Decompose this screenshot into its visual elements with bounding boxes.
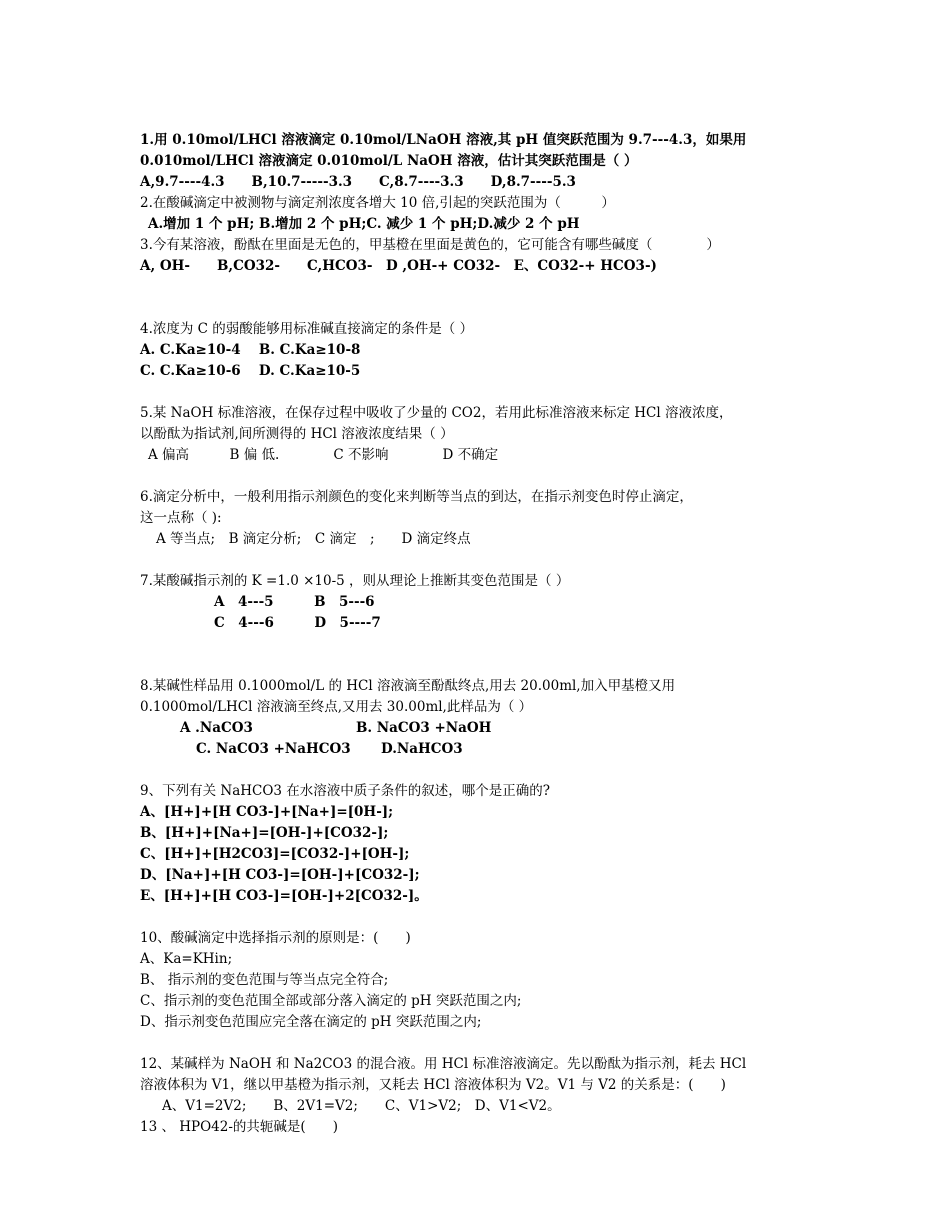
q13-line1: 13 、 HPO42-的共轭碱是( ) (140, 1119, 338, 1135)
q10-line1: 10、酸碱滴定中选择指示剂的原则是：( ) (140, 930, 411, 946)
q7-options-cd: C 4---6 D 5----7 (214, 615, 381, 631)
spacer (140, 382, 820, 403)
q3-line1: 3.今有某溶液，酚酞在里面是无色的，甲基橙在里面是黄色的，它可能含有哪些碱度（ ） (140, 237, 720, 253)
q10-option-a: A、Ka=KHin; (140, 951, 233, 967)
q9-option-a: A、[H+]+[H CO3-]+[Na+]=[0H-]; (140, 804, 394, 820)
spacer (140, 760, 820, 781)
q6-line1: 6.滴定分析中，一般利用指示剂颜色的变化来判断等当点的到达，在指示剂变色时停止滴定， (140, 489, 693, 505)
spacer (140, 907, 820, 928)
q8-line2: 0.1000mol/LHCl 溶液滴至终点,又用去 30.00ml,此样品为（ ） (140, 699, 533, 715)
q5-options: A 偏高 B 偏 低. C 不影响 D 不确定 (148, 447, 499, 463)
q12-line2: 溶液体积为 V1，继以甲基橙为指示剂，又耗去 HCl 溶液体积为 V2。V1 与 V2 的关系是：( ) (140, 1077, 726, 1093)
q8-option-a: A .NaCO3 (180, 720, 253, 736)
document-page (140, 130, 820, 1138)
q2-line1: 2.在酸碱滴定中被测物与滴定剂浓度各增大 10 倍,引起的突跃范围为（ ） (140, 195, 615, 211)
q9-option-b: B、[H+]+[Na+]=[OH-]+[CO32-]; (140, 825, 389, 841)
q4-line1: 4.浓度为 C 的弱酸能够用标准碱直接滴定的条件是（ ） (140, 321, 474, 337)
spacer (140, 1033, 820, 1054)
q5-line1: 5.某 NaOH 标准溶液，在保存过程中吸收了少量的 CO2，若用此标准溶液来标定 HCl 溶液浓度， (140, 405, 733, 421)
q7-line1: 7.某酸碱指示剂的 K =1.0 ×10-5 ，则从理论上推断其变色范围是（ ） (140, 573, 570, 589)
q10-option-b: B、 指示剂的变色范围与等当点完全符合; (140, 972, 389, 988)
spacer (140, 277, 820, 319)
q1-line2: 0.010mol/LHCl 溶液滴定 0.010mol/L NaOH 溶液，估计其突跃范围是（ ） (140, 153, 638, 169)
q8-line1: 8.某碱性样品用 0.1000mol/L 的 HCl 溶液滴至酚酞终点,用去 20.00ml,加入甲基橙又用 (140, 678, 676, 694)
q12-line1: 12、某碱样为 NaOH 和 Na2CO3 的混合液。用 HCl 标准溶液滴定。先以酚酞为指示剂，耗去 HCl (140, 1056, 747, 1072)
q9-line1: 9、下列有关 NaHCO3 在水溶液中质子条件的叙述，哪个是正确的? (140, 783, 551, 799)
q10-option-c: C、指示剂的变色范围全部或部分落入滴定的 pH 突跃范围之内; (140, 993, 522, 1009)
spacer (140, 634, 820, 676)
q5-line2: 以酚酞为指试剂,间所测得的 HCl 溶液浓度结果（ ） (140, 426, 454, 442)
q8-options-ab (140, 718, 820, 739)
q8-option-d: D.NaHCO3 (381, 741, 463, 757)
q8-option-b: B. NaCO3 +NaOH (356, 720, 492, 736)
q12-options: A、V1=2V2; B、2V1=V2; C、V1>V2; D、V1<V2。 (162, 1098, 561, 1114)
spacer (140, 550, 820, 571)
q4-options-ab: A. C.Ka≥10-4 B. C.Ka≥10-8 (140, 342, 361, 358)
q10-option-d: D、指示剂变色范围应完全落在滴定的 pH 突跃范围之内; (140, 1014, 482, 1030)
q9-option-e: E、[H+]+[H CO3-]=[OH-]+2[CO32-]。 (140, 888, 428, 904)
q4-options-cd: C. C.Ka≥10-6 D. C.Ka≥10-5 (140, 363, 361, 379)
q8-options-cd (140, 739, 820, 760)
q1-line1: 1.用 0.10mol/LHCl 溶液滴定 0.10mol/LNaOH 溶液,其 pH 值突跃范围为 9.7---4.3，如果用 (140, 132, 747, 148)
q1-options: A,9.7----4.3 B,10.7-----3.3 C,8.7----3.3 D,8.7----5.3 (140, 174, 576, 190)
q7-options-ab: A 4---5 B 5---6 (214, 594, 375, 610)
q6-line2: 这一点称（ ): (140, 510, 222, 526)
q2-options: A.增加 1 个 pH; B.增加 2 个 pH;C. 减少 1 个 pH;D.减少 2 个 pH (148, 216, 580, 232)
q8-option-c: C. NaCO3 +NaHCO3 (196, 741, 351, 757)
spacer (140, 466, 820, 487)
q9-option-c: C、[H+]+[H2CO3]=[CO32-]+[OH-]; (140, 846, 410, 862)
q3-options: A, OH- B,CO32- C,HCO3- D ,OH-+ CO32- E、CO32-+ HCO3-) (140, 258, 657, 274)
q6-options: A 等当点; B 滴定分析; C 滴定 ; D 滴定终点 (156, 531, 471, 547)
q9-option-d: D、[Na+]+[H CO3-]=[OH-]+[CO32-]; (140, 867, 420, 883)
